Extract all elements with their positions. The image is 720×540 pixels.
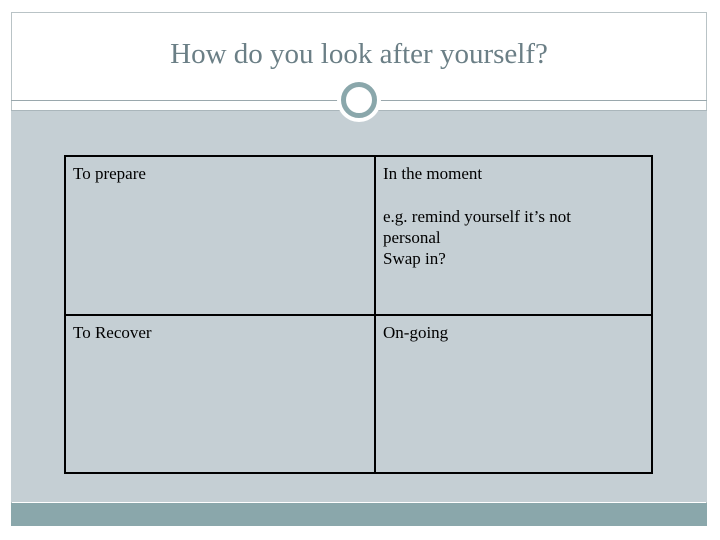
self-care-grid [64, 155, 653, 474]
moment-note-line: e.g. remind yourself it’s not [383, 207, 571, 226]
moment-note-line: personal [383, 228, 441, 247]
moment-notes [383, 206, 644, 269]
cell-to-recover[interactable] [65, 315, 375, 473]
moment-note-line: Swap in? [383, 249, 446, 268]
cell-heading-prepare: To prepare [73, 164, 146, 183]
grid-row-top [65, 156, 652, 315]
slide-title: How do you look after yourself? [170, 38, 548, 70]
cell-heading-recover: To Recover [73, 323, 152, 342]
cell-on-going[interactable] [375, 315, 652, 473]
cell-heading-ongoing: On-going [383, 323, 449, 342]
circle-icon [341, 82, 377, 118]
cell-in-the-moment[interactable] [375, 156, 652, 315]
cell-to-prepare[interactable] [65, 156, 375, 315]
cell-heading-moment: In the moment [383, 164, 483, 183]
grid-row-bottom [65, 315, 652, 473]
footer-bar [11, 503, 707, 526]
